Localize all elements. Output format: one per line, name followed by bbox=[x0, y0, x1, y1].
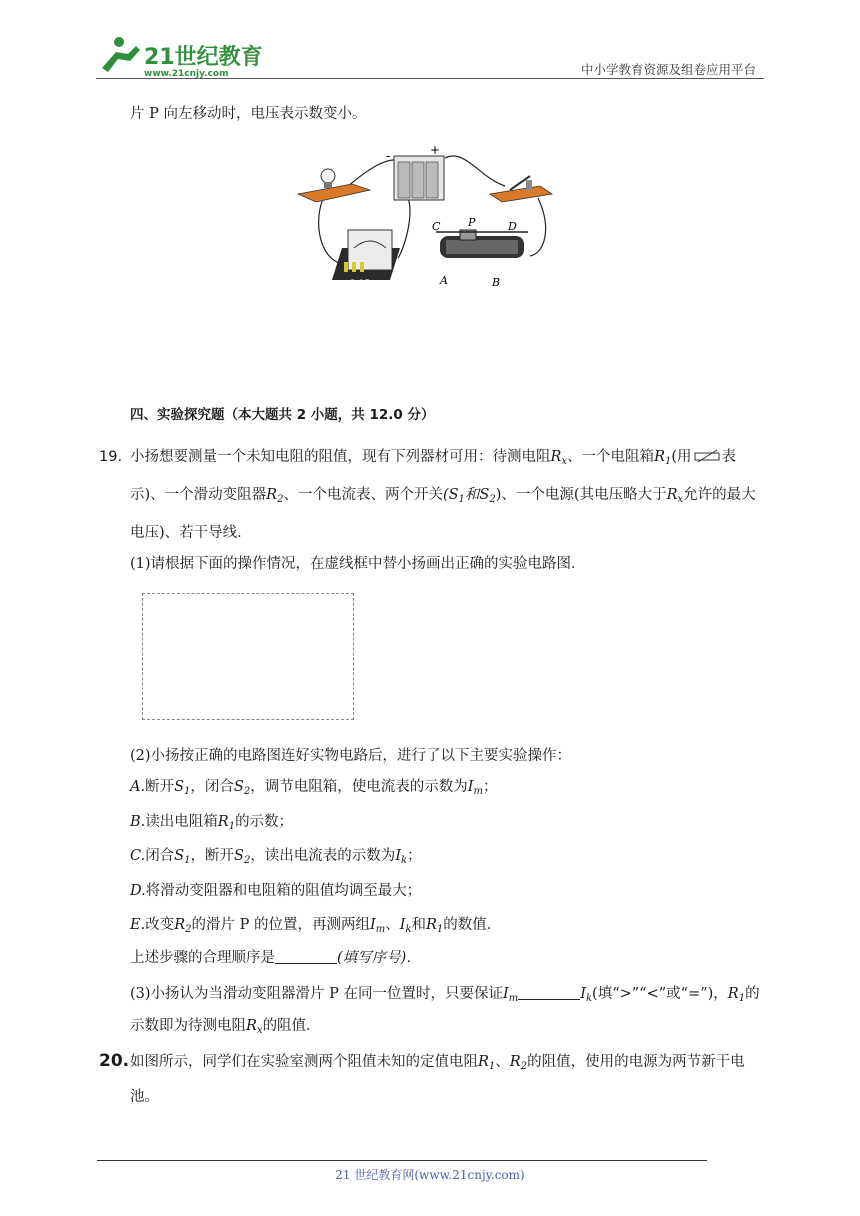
svg-text:+: + bbox=[430, 143, 441, 157]
q19-part2: (2)小扬按正确的电路图连好实物电路后，进行了以下主要实验操作： bbox=[130, 748, 572, 764]
q19-line1: 小扬想要测量一个未知电阻的阻值，现有下列器材可用：待测电阻$R_x$、一个电阻箱$R_1$(用 表 bbox=[130, 449, 737, 467]
svg-text:C: C bbox=[432, 220, 441, 233]
voltmeter-icon bbox=[332, 230, 400, 289]
drawing-area[interactable] bbox=[142, 593, 354, 720]
svg-text:3 15: 3 15 bbox=[350, 279, 371, 289]
variable-resistor-icon bbox=[692, 448, 722, 464]
q19-step-e: E.改变$R_2$的滑片 P 的位置，再测两组$I_m$、$I_k$和$R_1$的数值． bbox=[130, 917, 502, 935]
logo-url: www.21cnjy.com bbox=[144, 69, 229, 79]
header-divider bbox=[96, 78, 764, 79]
q19-step-b: B.读出电阻箱$R_1$的示数； bbox=[130, 814, 294, 832]
svg-text:B: B bbox=[492, 276, 501, 289]
q19-order: 上述步骤的合理顺序是 (填写序号)． bbox=[130, 950, 421, 966]
q19-part3: (3)小扬认为当滑动变阻器滑片 P 在同一位置时，只要保证$I_m$ $I_k$(填“>”“<”或“=”)，$R_1$的 bbox=[130, 986, 760, 1004]
q19-step-d: D.将滑动变阻器和电阻箱的阻值均调至最大； bbox=[130, 883, 422, 899]
footer-text: 21 世纪教育网(www.21cnjy.com) bbox=[335, 1168, 525, 1182]
compare-answer-blank[interactable] bbox=[518, 985, 580, 1000]
header-platform-text: 中小学教育资源及组卷应用平台 bbox=[580, 62, 756, 77]
q19-step-c: C.闭合$S_1$，断开$S_2$，读出电流表的示数为$I_k$； bbox=[130, 848, 422, 866]
q20-line2: 池。 bbox=[130, 1089, 159, 1105]
svg-text:A: A bbox=[440, 274, 448, 287]
q19-line2: 示)、一个滑动变阻器$R_2$、一个电流表、两个开关($S_1$和$S_2$)、一个电源(其电压略大于$R_x$允许的最大 bbox=[130, 487, 756, 505]
q19-part3-cont: 示数即为待测电阻$R_x$的阻值． bbox=[130, 1018, 321, 1036]
svg-text:-: - bbox=[386, 149, 391, 163]
order-answer-blank[interactable] bbox=[275, 949, 337, 964]
q19-line3: 电压)、若干导线． bbox=[130, 525, 252, 541]
rheostat-icon bbox=[432, 216, 528, 289]
question-number-20: 20. bbox=[99, 1051, 130, 1071]
q20-line1: 如图所示，同学们在实验室测两个阻值未知的定值电阻$R_1$、$R_2$的阻值，使用的电源为两节新干电 bbox=[130, 1054, 745, 1072]
battery-icon bbox=[386, 143, 444, 200]
switch-board bbox=[490, 176, 552, 202]
top-fragment: 片 P 向左移动时，电压表示数变小。 bbox=[130, 106, 367, 122]
svg-text:D: D bbox=[508, 220, 517, 233]
site-logo bbox=[94, 34, 264, 80]
circuit-figure bbox=[290, 138, 560, 298]
q19-part1: (1)请根据下面的操作情况，在虚线框中替小扬画出正确的实验电路图． bbox=[130, 556, 586, 572]
logo-text: 21世纪教育 bbox=[144, 45, 263, 70]
q19-step-a: A.断开$S_1$，闭合$S_2$，调节电阻箱，使电流表的示数为$I_m$； bbox=[130, 779, 498, 797]
bulb-board bbox=[298, 169, 370, 202]
svg-text:P: P bbox=[468, 216, 476, 229]
question-number-19: 19. bbox=[99, 449, 123, 465]
section-title: 四、实验探究题（本大题共 2 小题，共 12.0 分） bbox=[130, 407, 435, 423]
footer-divider bbox=[97, 1160, 707, 1161]
